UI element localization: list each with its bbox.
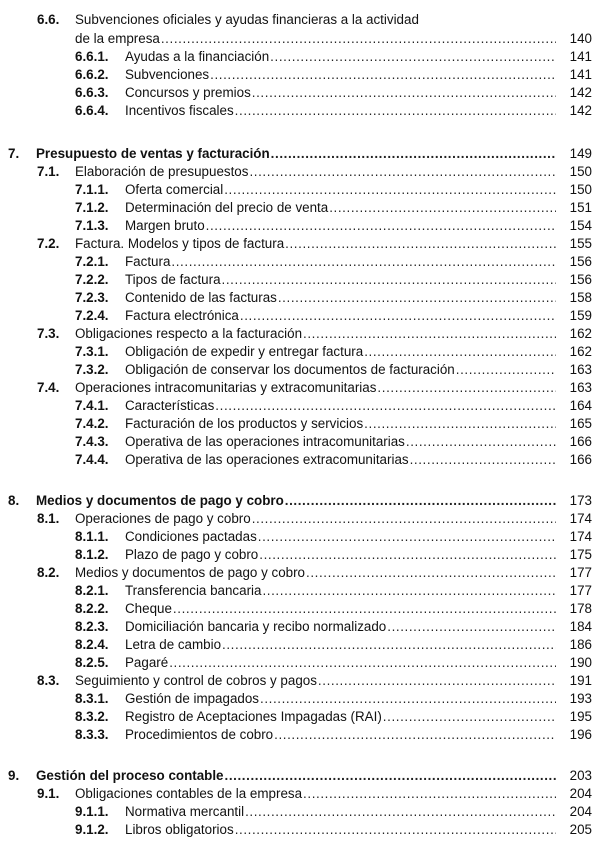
toc-entry[interactable] xyxy=(0,672,600,690)
toc-entry-page: 142 xyxy=(569,103,592,118)
dot-leader xyxy=(387,618,556,636)
dot-leader xyxy=(225,767,556,785)
toc-entry-title: Operativa de las operaciones extracomunitarias xyxy=(125,452,409,467)
toc-entry[interactable] xyxy=(0,343,600,361)
toc-entry-title: Letra de cambio xyxy=(125,637,222,652)
dot-leader xyxy=(259,546,556,564)
toc-entry[interactable] xyxy=(0,11,600,29)
toc-entry-title: Presupuesto de ventas y facturación xyxy=(36,146,270,161)
toc-entry[interactable] xyxy=(0,528,600,546)
toc-entry-title: Ayudas a la financiación xyxy=(125,49,270,64)
toc-entry-page: 164 xyxy=(569,398,592,413)
toc-entry[interactable] xyxy=(0,618,600,636)
toc-entry-title: Transferencia bancaria xyxy=(125,583,262,598)
toc-entry-page: 190 xyxy=(569,655,592,670)
toc-entry-page: 178 xyxy=(569,601,592,616)
dot-leader xyxy=(456,361,556,379)
toc-entry-number: 7.4.1. xyxy=(75,398,109,413)
toc-entry-page: 175 xyxy=(569,547,592,562)
toc-entry[interactable] xyxy=(0,785,600,803)
toc-entry-title: Pagaré xyxy=(125,655,169,670)
toc-entry[interactable] xyxy=(0,102,600,120)
toc-entry-title: Tipos de factura xyxy=(125,272,221,287)
toc-entry-number: 9.1.1. xyxy=(75,804,109,819)
dot-leader xyxy=(303,325,556,343)
toc-entry[interactable] xyxy=(0,636,600,654)
toc-entry-page: 177 xyxy=(569,565,592,580)
dot-leader xyxy=(224,181,556,199)
toc-entry-number: 8.2.3. xyxy=(75,619,109,634)
toc-entry-number: 7.2. xyxy=(37,236,60,251)
toc-entry[interactable] xyxy=(0,217,600,235)
dot-leader xyxy=(329,199,556,217)
toc-entry-number: 8. xyxy=(8,493,20,508)
toc-entry-title: Condiciones pactadas xyxy=(125,529,257,544)
toc-entry-number: 6.6. xyxy=(37,12,60,27)
toc-entry-page: 193 xyxy=(569,691,592,706)
dot-leader xyxy=(364,415,556,433)
toc-entry-page: 177 xyxy=(569,583,592,598)
toc-entry-title: Factura. Modelos y tipos de factura xyxy=(75,236,285,251)
dot-leader xyxy=(306,564,556,582)
toc-entry-page: 166 xyxy=(569,452,592,467)
toc-entry[interactable] xyxy=(0,30,600,48)
toc-entry[interactable] xyxy=(0,821,600,839)
toc-entry-title: Plazo de pago y cobro xyxy=(125,547,259,562)
toc-entry-page: 155 xyxy=(569,236,592,251)
toc-entry-number: 6.6.4. xyxy=(75,103,109,118)
dot-leader xyxy=(410,451,556,469)
toc-entry-page: 151 xyxy=(569,200,592,215)
toc-entry-page: 156 xyxy=(569,272,592,287)
toc-entry-number: 6.6.1. xyxy=(75,49,109,64)
dot-leader xyxy=(270,48,556,66)
dot-leader xyxy=(377,379,556,397)
toc-entry-title: Determinación del precio de venta xyxy=(125,200,329,215)
toc-entry-number: 7.2.2. xyxy=(75,272,109,287)
toc-entry[interactable] xyxy=(0,726,600,744)
dot-leader xyxy=(169,654,556,672)
dot-leader xyxy=(406,433,556,451)
toc-entry-title: Gestión del proceso contable xyxy=(36,768,224,783)
toc-entry-number: 9.1.2. xyxy=(75,822,109,837)
toc-entry-title: Registro de Aceptaciones Impagadas (RAI) xyxy=(125,709,382,724)
dot-leader xyxy=(210,66,556,84)
toc-entry[interactable] xyxy=(0,361,600,379)
toc-entry-number: 8.3.3. xyxy=(75,727,109,742)
dot-leader xyxy=(206,217,556,235)
toc-entry-title: Subvenciones xyxy=(125,67,210,82)
toc-entry-page: 205 xyxy=(569,822,592,837)
toc-entry-title: Obligación de expedir y entregar factura xyxy=(125,344,364,359)
toc-entry-page: 159 xyxy=(569,308,592,323)
dot-leader xyxy=(161,30,556,48)
toc-entry-page: 204 xyxy=(569,786,592,801)
toc-entry[interactable] xyxy=(0,48,600,66)
dot-leader xyxy=(245,803,556,821)
toc-entry-title: Cheque xyxy=(125,601,172,616)
toc-entry-title: Procedimientos de cobro xyxy=(125,727,274,742)
toc-entry-number: 8.3.1. xyxy=(75,691,109,706)
toc-entry-title: Obligación de conservar los documentos de facturación xyxy=(125,362,455,377)
toc-entry-page: 154 xyxy=(569,218,592,233)
toc-entry[interactable] xyxy=(0,433,600,451)
dot-leader xyxy=(260,690,556,708)
toc-entry-page: 204 xyxy=(569,804,592,819)
toc-entry-title: de la empresa xyxy=(75,31,160,46)
toc-entry-number: 7.2.3. xyxy=(75,290,109,305)
toc-entry-title: Medios y documentos de pago y cobro xyxy=(36,493,284,508)
dot-leader xyxy=(364,343,556,361)
toc-entry-page: 186 xyxy=(569,637,592,652)
dot-leader xyxy=(235,102,556,120)
toc-entry-number: 8.3. xyxy=(37,673,60,688)
toc-entry-number: 7.3.2. xyxy=(75,362,109,377)
toc-entry-title: Concursos y premios xyxy=(125,85,251,100)
toc-entry[interactable] xyxy=(0,307,600,325)
toc-entry[interactable] xyxy=(0,451,600,469)
toc-entry-number: 9. xyxy=(8,768,20,783)
dot-leader xyxy=(222,271,556,289)
toc-entry-number: 7.2.4. xyxy=(75,308,109,323)
toc-entry-page: 149 xyxy=(569,146,592,161)
dot-leader xyxy=(240,307,556,325)
dot-leader xyxy=(262,582,556,600)
toc-entry-page: 196 xyxy=(569,727,592,742)
toc-entry-number: 8.2.5. xyxy=(75,655,109,670)
dot-leader xyxy=(235,821,556,839)
toc-entry[interactable] xyxy=(0,84,600,102)
toc-entry[interactable] xyxy=(0,546,600,564)
toc-entry-number: 8.3.2. xyxy=(75,709,109,724)
dot-leader xyxy=(285,235,556,253)
toc-entry-number: 7.1.2. xyxy=(75,200,109,215)
toc-entry-title: Contenido de las facturas xyxy=(125,290,277,305)
toc-entry-number: 6.6.3. xyxy=(75,85,109,100)
toc-entry-title: Operaciones intracomunitarias y extracomunitarias xyxy=(75,380,377,395)
toc-entry-title: Factura xyxy=(125,254,171,269)
toc-entry[interactable] xyxy=(0,510,600,528)
dot-leader xyxy=(252,510,556,528)
toc-entry-number: 7.1.3. xyxy=(75,218,109,233)
toc-entry[interactable] xyxy=(0,66,600,84)
toc-entry-number: 7.4.4. xyxy=(75,452,109,467)
toc-entry-page: 173 xyxy=(569,493,592,508)
toc-entry-number: 8.1. xyxy=(37,511,60,526)
toc-entry-page: 162 xyxy=(569,326,592,341)
dot-leader xyxy=(171,253,556,271)
toc-entry-page: 203 xyxy=(569,768,592,783)
toc-entry-number: 8.2.1. xyxy=(75,583,109,598)
toc-entry[interactable] xyxy=(0,145,600,163)
toc-entry-number: 7. xyxy=(8,146,20,161)
toc-entry[interactable] xyxy=(0,235,600,253)
toc-entry-page: 165 xyxy=(569,416,592,431)
toc-entry-page: 158 xyxy=(569,290,592,305)
toc-entry-page: 163 xyxy=(569,380,592,395)
toc-entry-title: Operaciones de pago y cobro xyxy=(75,511,251,526)
toc-entry[interactable] xyxy=(0,415,600,433)
toc-entry-title: Normativa mercantil xyxy=(125,804,245,819)
toc-entry-title: Obligaciones respecto a la facturación xyxy=(75,326,303,341)
toc-entry[interactable] xyxy=(0,397,600,415)
toc-entry-page: 141 xyxy=(569,49,592,64)
toc-entry-number: 7.3. xyxy=(37,326,60,341)
toc-entry-number: 7.4.2. xyxy=(75,416,109,431)
dot-leader xyxy=(271,145,556,163)
toc-entry[interactable] xyxy=(0,253,600,271)
toc-entry-number: 7.1.1. xyxy=(75,182,109,197)
toc-entry-number: 7.4. xyxy=(37,380,60,395)
toc-entry-page: 162 xyxy=(569,344,592,359)
dot-leader xyxy=(258,528,556,546)
toc-entry-page: 163 xyxy=(569,362,592,377)
dot-leader xyxy=(215,397,556,415)
toc-entry-number: 7.1. xyxy=(37,164,60,179)
dot-leader xyxy=(318,672,556,690)
toc-entry-title: Factura electrónica xyxy=(125,308,239,323)
toc-entry-number: 9.1. xyxy=(37,786,60,801)
toc-entry-page: 174 xyxy=(569,511,592,526)
toc-entry[interactable] xyxy=(0,163,600,181)
toc-entry-page: 142 xyxy=(569,85,592,100)
dot-leader xyxy=(285,492,556,510)
toc-entry[interactable] xyxy=(0,708,600,726)
toc-entry[interactable] xyxy=(0,271,600,289)
toc-entry-number: 8.1.2. xyxy=(75,547,109,562)
toc-entry[interactable] xyxy=(0,690,600,708)
toc-entry-title: Libros obligatorios xyxy=(125,822,234,837)
toc-entry-title: Seguimiento y control de cobros y pagos xyxy=(75,673,317,688)
toc-entry-title: Domiciliación bancaria y recibo normalizado xyxy=(125,619,387,634)
toc-entry-number: 7.4.3. xyxy=(75,434,109,449)
toc-entry[interactable] xyxy=(0,181,600,199)
toc-entry[interactable] xyxy=(0,325,600,343)
toc-entry-number: 6.6.2. xyxy=(75,67,109,82)
toc-entry-number: 8.2.4. xyxy=(75,637,109,652)
toc-entry-page: 141 xyxy=(569,67,592,82)
toc-entry-title: Incentivos fiscales xyxy=(125,103,234,118)
toc-entry-number: 7.2.1. xyxy=(75,254,109,269)
dot-leader xyxy=(303,785,556,803)
toc-entry-title: Facturación de los productos y servicios xyxy=(125,416,364,431)
toc-entry-page: 140 xyxy=(569,31,592,46)
toc-entry-title: Elaboración de presupuestos xyxy=(75,164,249,179)
toc-entry-title: Subvenciones oficiales y ayudas financieras a la actividad xyxy=(75,12,419,27)
toc-entry-title: Operativa de las operaciones intracomunitarias xyxy=(125,434,405,449)
dot-leader xyxy=(173,600,556,618)
toc-entry[interactable] xyxy=(0,199,600,217)
toc-entry-page: 150 xyxy=(569,164,592,179)
toc-entry-page: 191 xyxy=(569,673,592,688)
toc-entry-number: 7.3.1. xyxy=(75,344,109,359)
toc-entry[interactable] xyxy=(0,654,600,672)
dot-leader xyxy=(252,84,556,102)
dot-leader xyxy=(222,636,556,654)
toc-entry-page: 174 xyxy=(569,529,592,544)
toc-entry-page: 166 xyxy=(569,434,592,449)
toc-entry-number: 8.1.1. xyxy=(75,529,109,544)
dot-leader xyxy=(249,163,556,181)
toc-entry-page: 195 xyxy=(569,709,592,724)
dot-leader xyxy=(274,726,556,744)
toc-entry[interactable] xyxy=(0,289,600,307)
toc-entry[interactable] xyxy=(0,492,600,510)
toc-entry[interactable] xyxy=(0,803,600,821)
toc-entry-title: Obligaciones contables de la empresa xyxy=(75,786,303,801)
toc-entry-page: 184 xyxy=(569,619,592,634)
toc-entry-page: 150 xyxy=(569,182,592,197)
toc-entry[interactable] xyxy=(0,767,600,785)
toc-entry-title: Características xyxy=(125,398,215,413)
dot-leader xyxy=(383,708,556,726)
toc-entry-page: 156 xyxy=(569,254,592,269)
toc-entry-number: 8.2.2. xyxy=(75,601,109,616)
toc-entry[interactable] xyxy=(0,379,600,397)
toc-entry[interactable] xyxy=(0,600,600,618)
toc-entry-title: Oferta comercial xyxy=(125,182,224,197)
toc-entry[interactable] xyxy=(0,582,600,600)
toc-entry-title: Margen bruto xyxy=(125,218,205,233)
toc-entry-title: Gestión de impagados xyxy=(125,691,259,706)
toc-entry[interactable] xyxy=(0,564,600,582)
toc-entry-title: Medios y documentos de pago y cobro xyxy=(75,565,306,580)
toc-entry-number: 8.2. xyxy=(37,565,60,580)
dot-leader xyxy=(278,289,556,307)
